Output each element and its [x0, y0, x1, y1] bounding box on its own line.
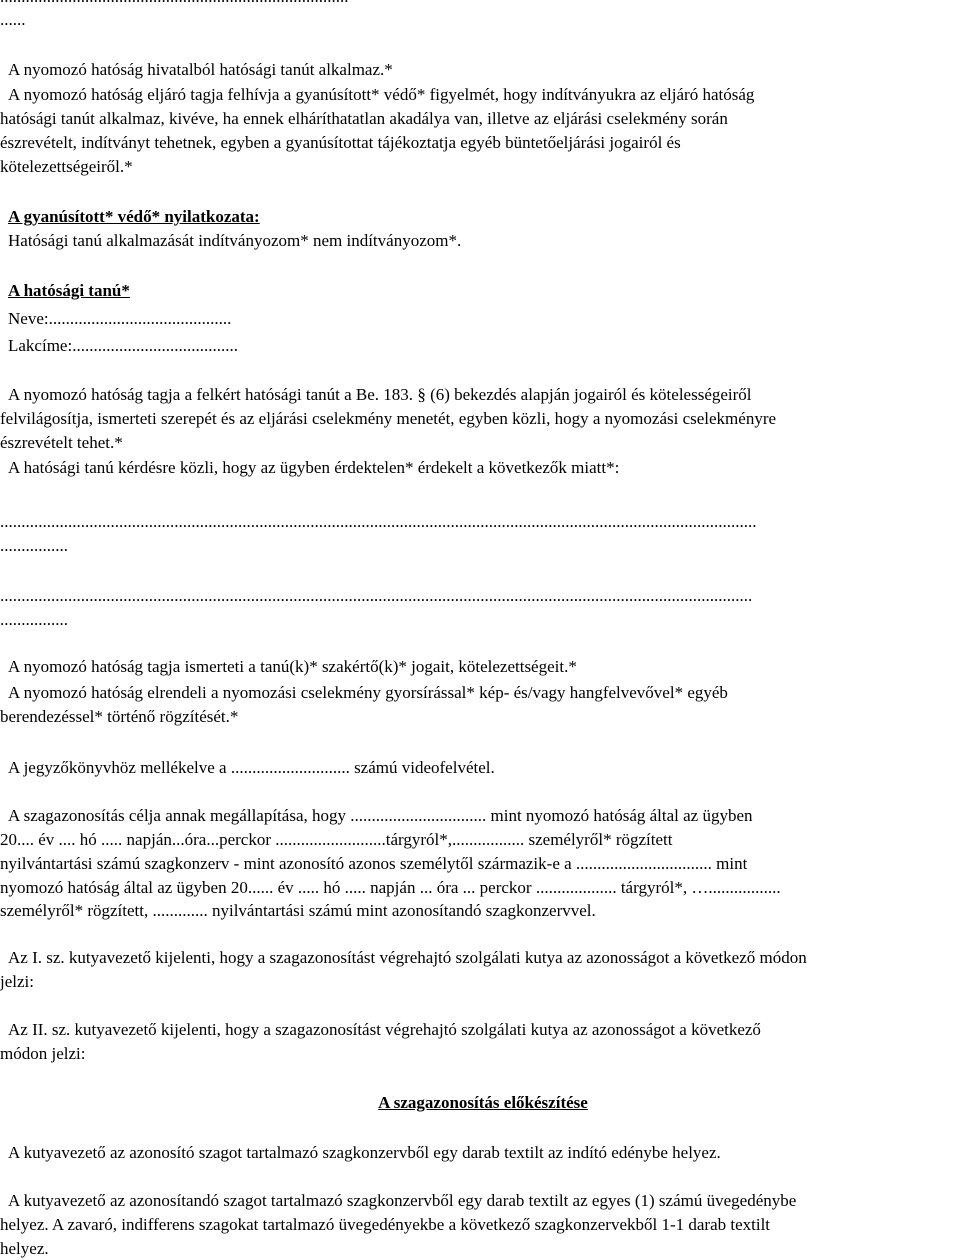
recording-order-line: berendezéssel* történő rögzítését.*: [0, 707, 239, 726]
paragraph-line: kötelezettségeiről.*: [0, 157, 133, 176]
paragraph-line: 20.... év .... hó ..... napján...óra...perckor ..........................tárgyról*,................. személyről* rögzített: [0, 830, 673, 849]
recording-order-line: A nyomozó hatóság elrendeli a nyomozási cselekmény gyorsírással* kép- és/vagy hangfelvevővel* egyéb: [8, 683, 728, 702]
blank-answer-line: .................................................................................................................................................................................: [0, 586, 753, 605]
paragraph-line: nyomozó hatóság által az ügyben 20...... év ..... hó ..... napján ... óra ... perckor ................... tárgyról*, ….................: [0, 878, 781, 897]
video-attachment-line: A jegyzőkönyvhöz mellékelve a ............................ számú videofelvétel.: [8, 758, 495, 777]
paragraph-line: hatósági tanút alkalmaz, kivéve, ha ennek elháríthatatlan akadálya van, illetve az eljárási cselekmény során: [0, 109, 728, 128]
preparation-step-2-line: helyez.: [0, 1239, 49, 1258]
paragraph-line: észrevételt tehet.*: [0, 433, 123, 452]
preparation-step-2-line: helyez. A zavaró, indifferens szagokat tartalmazó üvegedényekbe a következő szagkonzervekből 1-1 darab textilt: [0, 1215, 771, 1234]
preparation-heading: A szagazonosítás előkészítése: [378, 1093, 588, 1112]
witness-address-field: Lakcíme:.......................................: [8, 336, 238, 355]
paragraph-line: észrevételt, indítványt tehetnek, egyben a gyanúsítottat tájékoztatja egyéb büntetőeljárási jogairól és: [0, 133, 681, 152]
blank-answer-line: ..................................................................................................................................................................................: [0, 512, 757, 531]
top-dotted-line: [0, 0, 349, 8]
dog-handler-2-line: módon jelzi:: [0, 1044, 86, 1063]
ex-officio-witness-statement: A nyomozó hatóság hivatalból hatósági tanút alkalmaz.*: [8, 60, 393, 79]
expert-rights-statement: A nyomozó hatóság tagja ismerteti a tanú(k)* szakértő(k)* jogait, kötelezettségeit.*: [8, 657, 577, 676]
witness-name-field: Neve:...........................................: [8, 309, 232, 328]
dog-handler-2-line: Az II. sz. kutyavezető kijelenti, hogy a szagazonosítást végrehajtó szolgálati kutya az azonosságot a következő: [8, 1020, 761, 1039]
declaration-text: Hatósági tanú alkalmazását indítványozom* nem indítványozom*.: [8, 231, 462, 250]
declaration-heading: A gyanúsított* védő* nyilatkozata:: [8, 207, 260, 226]
paragraph-line: A szagazonosítás célja annak megállapítása, hogy ................................ mint nyomozó hatóság által az ügyben: [8, 806, 753, 825]
blank-answer-line: ................: [0, 536, 68, 555]
paragraph-line: felvilágosítja, ismerteti szerepét és az eljárási cselekmény menetét, egyben közli, hogy a nyomozási cselekményre: [0, 409, 777, 428]
paragraph-line: nyilvántartási számú szagkonzerv - mint azonosító azonos személytől származik-e a ................................ mint: [0, 854, 748, 873]
interest-statement: A hatósági tanú kérdésre közli, hogy az ügyben érdektelen* érdekelt a következők miatt*:: [8, 458, 620, 477]
preparation-step-1: A kutyavezető az azonosító szagot tartalmazó szagkonzervből egy darab textilt az indító edénybe helyez.: [8, 1143, 721, 1162]
witness-rights-line: [8, 384, 752, 406]
paragraph-line: A nyomozó hatóság eljáró tagja felhívja a gyanúsított* védő* figyelmét, hogy indítványukra az eljáró hatóság: [8, 85, 755, 104]
witness-rights-start: A nyomozó hatóság tagja a felkért hatósági tanút a Be. 183.: [8, 385, 414, 404]
top-dotted-line-short: ......: [0, 10, 26, 29]
dog-handler-1-line: Az I. sz. kutyavezető kijelenti, hogy a szagazonosítást végrehajtó szolgálati kutya az azonosságot a következő módon: [8, 948, 807, 967]
witness-rights-continuation: § (6) bekezdés alapján jogairól és kötelességeiről: [417, 385, 752, 404]
paragraph-line: személyről* rögzített, ............. nyilvántartási számú mint azonosítandó szagkonzervvel.: [0, 901, 596, 920]
witness-heading: A hatósági tanú*: [8, 281, 130, 300]
dog-handler-1-line: jelzi:: [0, 972, 34, 991]
blank-answer-line: ................: [0, 610, 68, 629]
preparation-step-2-line: A kutyavezető az azonosítandó szagot tartalmazó szagkonzervből egy darab textilt az egyes (1) számú üvegedénybe: [8, 1191, 797, 1210]
